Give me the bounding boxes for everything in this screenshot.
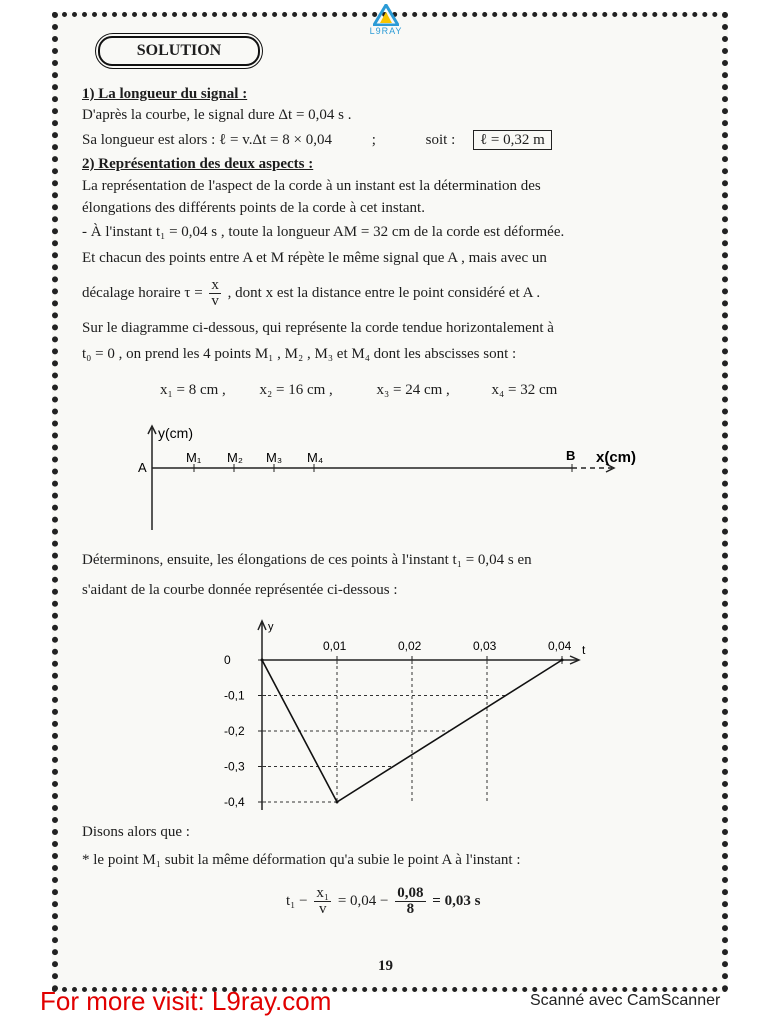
point-M2: M₂ xyxy=(227,450,243,465)
section2-title: 2) Représentation des deux aspects : xyxy=(82,156,314,172)
section2-p4: Et chacun des points entre A et M répète le même signal que A , mais avec un xyxy=(82,250,547,266)
eq-left: t₁ − xyxy=(286,892,308,909)
abscissa-x3: x₃ = 24 cm , xyxy=(376,382,450,398)
abscissas xyxy=(160,382,557,399)
section3-p1: Déterminons, ensuite, les élongations de ces points à l'instant t₁ = 0,04 s en xyxy=(82,552,532,568)
chart-data-point xyxy=(561,659,564,662)
chart-xtick-label: 0,02 xyxy=(398,639,422,653)
length-formula: Sa longueur est alors : ℓ = v.Δt = 8 × 0,04 xyxy=(82,132,332,148)
solution-title: SOLUTION xyxy=(98,36,260,66)
diagram-xlabel: x(cm) xyxy=(596,449,637,466)
abscissa-x2: x₂ = 16 cm , xyxy=(259,382,333,398)
tau-numerator: x xyxy=(211,277,219,293)
signal-chart xyxy=(0,616,768,816)
chart-ytick-label: -0,4 xyxy=(224,795,245,809)
separator: ; xyxy=(371,132,376,148)
section2-p1: La représentation de l'aspect de la corde à un instant est la détermination des xyxy=(82,178,541,194)
chart-xtick-label: 0,04 xyxy=(548,639,572,653)
label-A: A xyxy=(138,460,147,475)
section2-p5 xyxy=(82,278,540,309)
chart-xtick-label: 0,01 xyxy=(323,639,347,653)
tau-fraction xyxy=(209,278,221,309)
logo xyxy=(362,4,410,36)
abscissa-x1: x₁ = 8 cm , xyxy=(160,382,226,398)
equation xyxy=(286,886,480,917)
abscissa-x4: x₄ = 32 cm xyxy=(491,382,558,398)
chart-xtick-label: 0,03 xyxy=(473,639,497,653)
chart-ylabel: y xyxy=(268,621,274,633)
tau-explanation: , dont x est la distance entre le point considéré et A . xyxy=(227,284,541,301)
chart-xlabel: t xyxy=(582,643,586,657)
eq-num2: 0,08 xyxy=(397,885,424,901)
section2-p6: Sur le diagramme ci-dessous, qui représente la corde tendue horizontalement à xyxy=(82,320,554,336)
diagram-ylabel: y(cm) xyxy=(158,425,193,441)
section1-title: 1) La longueur du signal : xyxy=(82,86,248,102)
chart-ytick-label: -0,2 xyxy=(224,724,245,738)
label-B: B xyxy=(566,448,576,463)
eq-num1: x₁ xyxy=(316,885,330,901)
string-diagram xyxy=(0,420,768,540)
page-number: 19 xyxy=(378,958,393,974)
logo-text: L9RAY xyxy=(369,26,403,36)
chart-ytick-label: -0,1 xyxy=(224,688,245,703)
tau-label: décalage horaire τ = xyxy=(82,284,203,301)
chart-ytick-label: -0,3 xyxy=(224,759,245,774)
eq-mid: = 0,04 − xyxy=(337,892,389,909)
length-result: ℓ = 0,32 m xyxy=(473,130,552,150)
point-M3: M₃ xyxy=(266,450,283,465)
point-M4: M₄ xyxy=(307,450,324,465)
section4-p2: * le point M₁ subit la même déformation qu'a subie le point A à l'instant : xyxy=(82,852,521,868)
soit-label: soit : xyxy=(425,132,456,148)
section1-line2 xyxy=(82,132,552,149)
eq-fraction1 xyxy=(314,886,331,917)
chart-data-point xyxy=(261,659,264,662)
eq-right: = 0,03 s xyxy=(432,892,481,909)
section2-p3: - À l'instant t₁ = 0,04 s , toute la longueur AM = 32 cm de la corde est déformée. xyxy=(82,224,565,240)
section2-p2: élongations des différents points de la corde à cet instant. xyxy=(82,200,425,216)
footer-ad-link[interactable]: For more visit: L9ray.com xyxy=(40,986,332,1016)
chart-ytick-label: 0 xyxy=(224,653,231,667)
eq-den2: 8 xyxy=(406,901,415,917)
eq-den1: v xyxy=(318,901,327,917)
section2-p7: t₀ = 0 , on prend les 4 points M₁ , M₂ , M₃ et M₄ dont les abscisses sont : xyxy=(82,346,517,362)
eq-fraction2 xyxy=(395,886,425,917)
section4-p1: Disons alors que : xyxy=(82,824,190,840)
point-M1: M₁ xyxy=(186,450,202,465)
section1-line1: D'après la courbe, le signal dure Δt = 0,04 s . xyxy=(82,107,352,123)
tau-denominator: v xyxy=(211,293,219,309)
section3-p2: s'aidant de la courbe donnée représentée ci-dessous : xyxy=(82,582,398,598)
logo-icon xyxy=(373,4,399,26)
footer-scan-label: Scanné avec CamScanner xyxy=(530,992,721,1009)
chart-data-point xyxy=(336,801,339,804)
